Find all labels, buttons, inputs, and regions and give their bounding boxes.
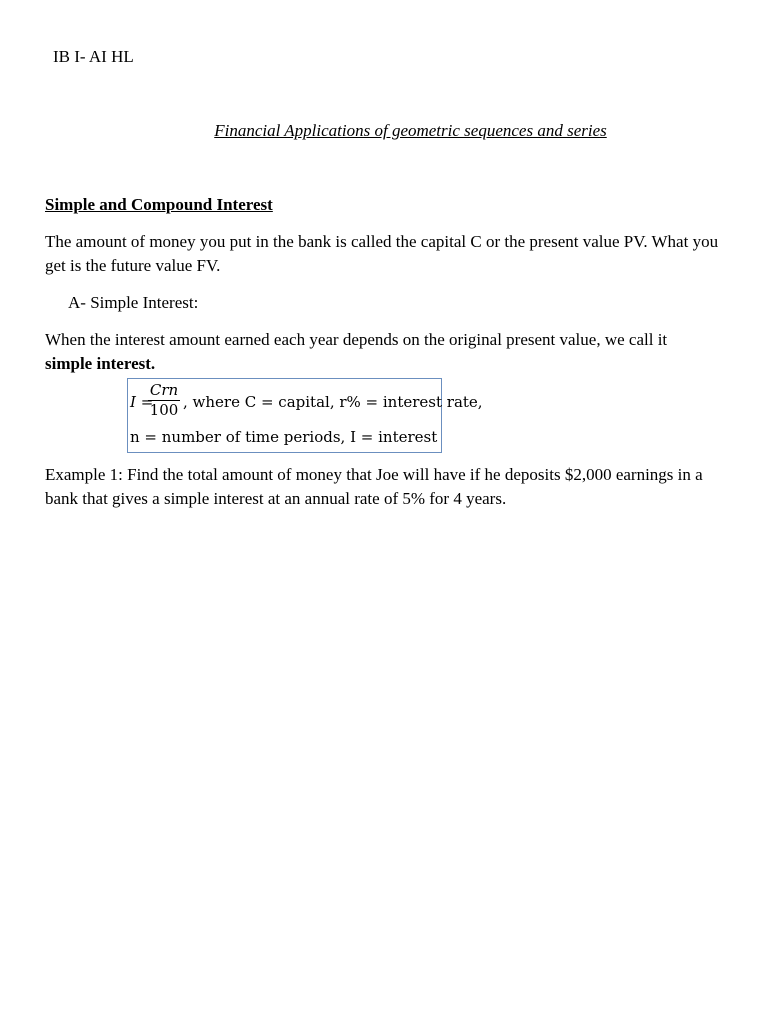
example-paragraph: Example 1: Find the total amount of money that Joe will have if he deposits $2,000 earnings in a bank that gives a simple interest at an annual rate of 5% for 4 years.	[45, 465, 703, 508]
definition-text: When the interest amount earned each year depends on the original present value, we call it	[45, 330, 668, 349]
simple-interest-formula	[127, 378, 483, 453]
formula-numerator: Crn	[149, 381, 179, 399]
formula-fraction	[148, 381, 180, 420]
formula-variables: n = number of time periods, I = interest	[130, 428, 438, 446]
formula-where: , where C = capital, r% = interest rate,	[183, 393, 483, 411]
subsection-heading: A- Simple Interest:	[68, 293, 199, 312]
intro-paragraph: The amount of money you put in the bank is called the capital C or the present value PV. What you get is the future value FV.	[45, 232, 719, 275]
definition-paragraph	[45, 328, 730, 376]
formula-denominator: 100	[149, 401, 179, 419]
course-header: IB I- AI HL	[53, 47, 134, 66]
formula-lhs: I =	[130, 393, 154, 411]
definition-term: simple interest.	[45, 354, 156, 373]
document-title: Financial Applications of geometric sequences and series	[214, 121, 607, 140]
section-heading: Simple and Compound Interest	[45, 195, 273, 214]
